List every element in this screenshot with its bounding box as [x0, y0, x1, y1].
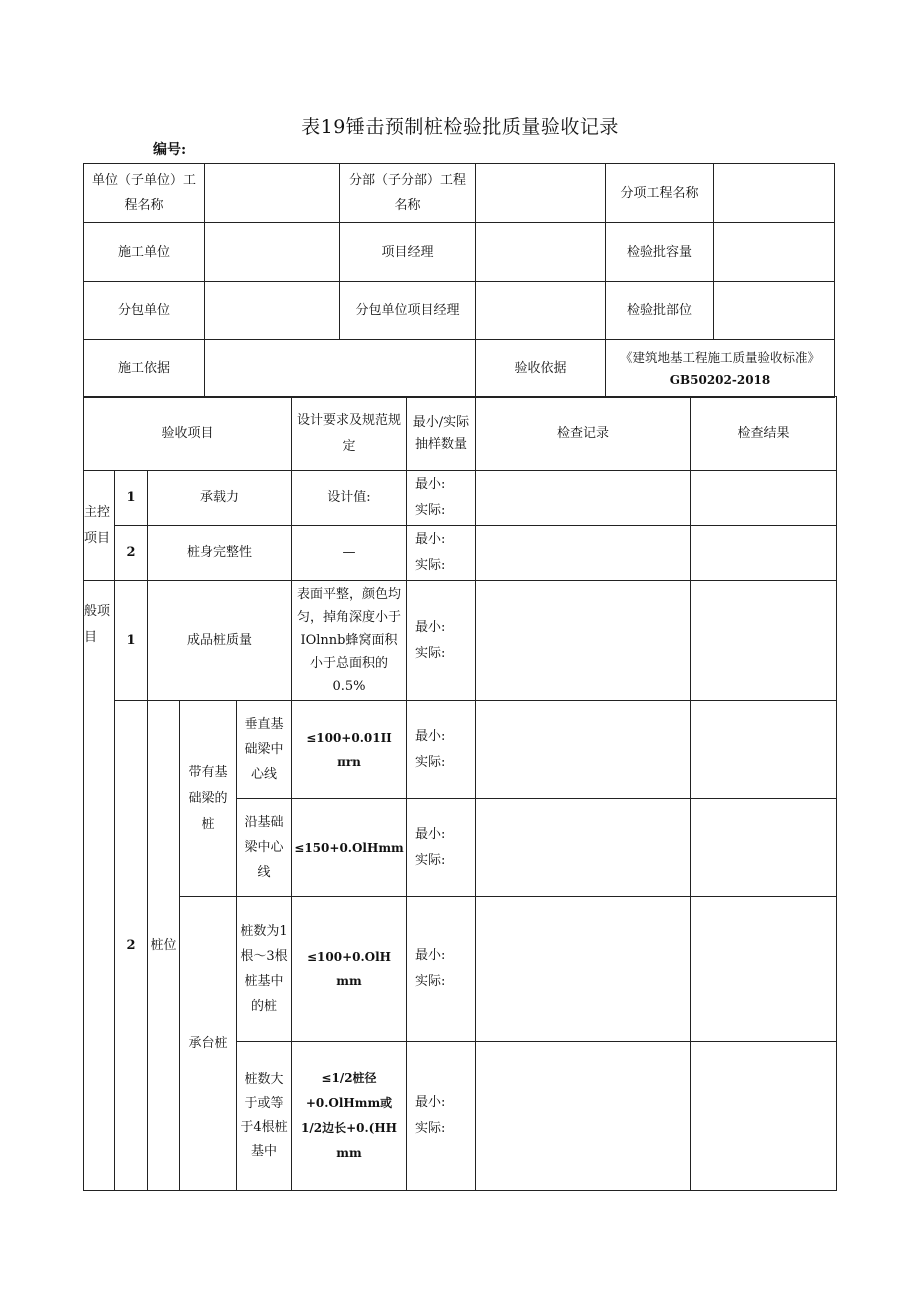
- acceptance-basis-label: 验收依据: [476, 340, 606, 398]
- main-control-row-2-no: 2: [115, 526, 148, 581]
- batch-location-label: 检验批部位: [606, 282, 714, 340]
- construction-unit-label: 施工单位: [84, 223, 205, 282]
- col-item-header: 验收项目: [84, 397, 292, 471]
- actual-label: 实际:: [415, 645, 446, 661]
- pile-item-1-desc: 垂直基础梁中心线: [237, 701, 292, 799]
- pile-item-3-requirement: ≤100+0.OlH mm: [292, 897, 407, 1042]
- sub-item-name-label: 分项工程名称: [606, 164, 714, 223]
- pile-item-2-record[interactable]: [476, 799, 691, 897]
- pile-item-4-desc: 桩数大于或等于4根桩基中: [237, 1042, 292, 1191]
- general-row-1-sample[interactable]: [407, 581, 476, 701]
- actual-label: 实际:: [415, 1121, 446, 1136]
- acceptance-basis-value: [606, 340, 835, 398]
- pile-item-1-requirement: ≤100+0.01II πrn: [292, 701, 407, 799]
- general-row-1-no: 1: [115, 581, 148, 701]
- general-category: 般项目: [84, 581, 115, 1191]
- pile-position-label: 桩位: [148, 701, 180, 1191]
- subcontract-unit-value[interactable]: [205, 282, 340, 340]
- pile-item-4-record[interactable]: [476, 1042, 691, 1191]
- pile-item-2-result[interactable]: [691, 799, 837, 897]
- main-control-row-2-requirement: —: [292, 526, 407, 581]
- subcontract-unit-label: 分包单位: [84, 282, 205, 340]
- pile-item-1-record[interactable]: [476, 701, 691, 799]
- sub-item-name-value[interactable]: [714, 164, 835, 223]
- standard-name: 《建筑地基工程施工质量验收标准》: [619, 349, 820, 365]
- batch-location-value[interactable]: [714, 282, 835, 340]
- actual-label: 实际:: [415, 974, 446, 989]
- general-row-2-no: 2: [115, 701, 148, 1191]
- main-control-row-1-record[interactable]: [476, 471, 691, 526]
- actual-label: 实际:: [415, 503, 446, 518]
- pile-item-1-result[interactable]: [691, 701, 837, 799]
- cap-pile-group: 承台桩: [180, 897, 237, 1191]
- pile-item-3-sample[interactable]: [407, 897, 476, 1042]
- main-control-row-2-record[interactable]: [476, 526, 691, 581]
- batch-capacity-label: 检验批容量: [606, 223, 714, 282]
- main-control-row-1-result[interactable]: [691, 471, 837, 526]
- subdivision-name-value[interactable]: [476, 164, 606, 223]
- pile-item-3-record[interactable]: [476, 897, 691, 1042]
- min-label: 最小:: [415, 826, 446, 842]
- main-control-row-1-name: 承载力: [148, 471, 292, 526]
- main-control-row-1-requirement: 设计值:: [292, 471, 407, 526]
- min-label: 最小:: [415, 948, 446, 963]
- main-control-row-1-sample[interactable]: [407, 471, 476, 526]
- batch-capacity-value[interactable]: [714, 223, 835, 282]
- subcontract-manager-value[interactable]: [476, 282, 606, 340]
- actual-label: 实际:: [415, 754, 446, 770]
- actual-label: 实际:: [415, 558, 446, 573]
- unit-name-value[interactable]: [205, 164, 340, 223]
- pile-item-2-desc: 沿基础梁中心线: [237, 799, 292, 897]
- general-row-1-record[interactable]: [476, 581, 691, 701]
- main-control-row-2-sample[interactable]: [407, 526, 476, 581]
- min-label: 最小:: [415, 532, 446, 547]
- document-title: 表19锤击预制桩检验批质量验收记录: [301, 116, 619, 138]
- pile-item-4-sample[interactable]: [407, 1042, 476, 1191]
- actual-label: 实际:: [415, 852, 446, 868]
- col-record-header: 检查记录: [476, 397, 691, 471]
- pile-item-1-sample[interactable]: [407, 701, 476, 799]
- pile-item-2-sample[interactable]: [407, 799, 476, 897]
- min-label: 最小:: [415, 619, 446, 635]
- project-manager-value[interactable]: [476, 223, 606, 282]
- construction-basis-value[interactable]: [205, 340, 476, 398]
- pile-item-4-requirement: ≤1/2桩径 +0.OlHmm或 1/2边长+0.(HH mm: [292, 1042, 407, 1191]
- pile-item-3-result[interactable]: [691, 897, 837, 1042]
- general-row-1-result[interactable]: [691, 581, 837, 701]
- general-row-1-requirement: 表面平整，颜色均匀，掉角深度小于IOlnnb蜂窝面积小于总面积的0.5%: [292, 581, 407, 701]
- header-table: [83, 163, 835, 398]
- beam-pile-group: 带有基础梁的桩: [180, 701, 237, 897]
- main-control-row-2-result[interactable]: [691, 526, 837, 581]
- unit-name-label: 单位（子单位）工程名称: [84, 164, 205, 223]
- pile-item-3-desc: 桩数为1根～3根桩基中的桩: [237, 897, 292, 1042]
- min-label: 最小:: [415, 477, 446, 492]
- main-control-category: 主控项目: [84, 471, 115, 581]
- col-requirement-header: 设计要求及规范规定: [292, 397, 407, 471]
- pile-item-2-requirement: ≤150+0.OlHmm: [292, 799, 407, 897]
- inspection-table: [83, 396, 837, 1191]
- col-sample-header: 最小/实际抽样数量: [407, 397, 476, 471]
- col-result-header: 检查结果: [691, 397, 837, 471]
- main-control-row-1-no: 1: [115, 471, 148, 526]
- main-control-row-2-name: 桩身完整性: [148, 526, 292, 581]
- min-label: 最小:: [415, 728, 446, 744]
- subdivision-name-label: 分部（子分部）工程名称: [340, 164, 476, 223]
- min-label: 最小:: [415, 1095, 446, 1110]
- subcontract-manager-label: 分包单位项目经理: [340, 282, 476, 340]
- project-manager-label: 项目经理: [340, 223, 476, 282]
- construction-unit-value[interactable]: [205, 223, 340, 282]
- pile-item-4-result[interactable]: [691, 1042, 837, 1191]
- general-row-1-name: 成品桩质量: [148, 581, 292, 701]
- construction-basis-label: 施工依据: [84, 340, 205, 398]
- standard-code: GB50202-2018: [669, 372, 771, 387]
- code-label: 编号:: [153, 142, 187, 158]
